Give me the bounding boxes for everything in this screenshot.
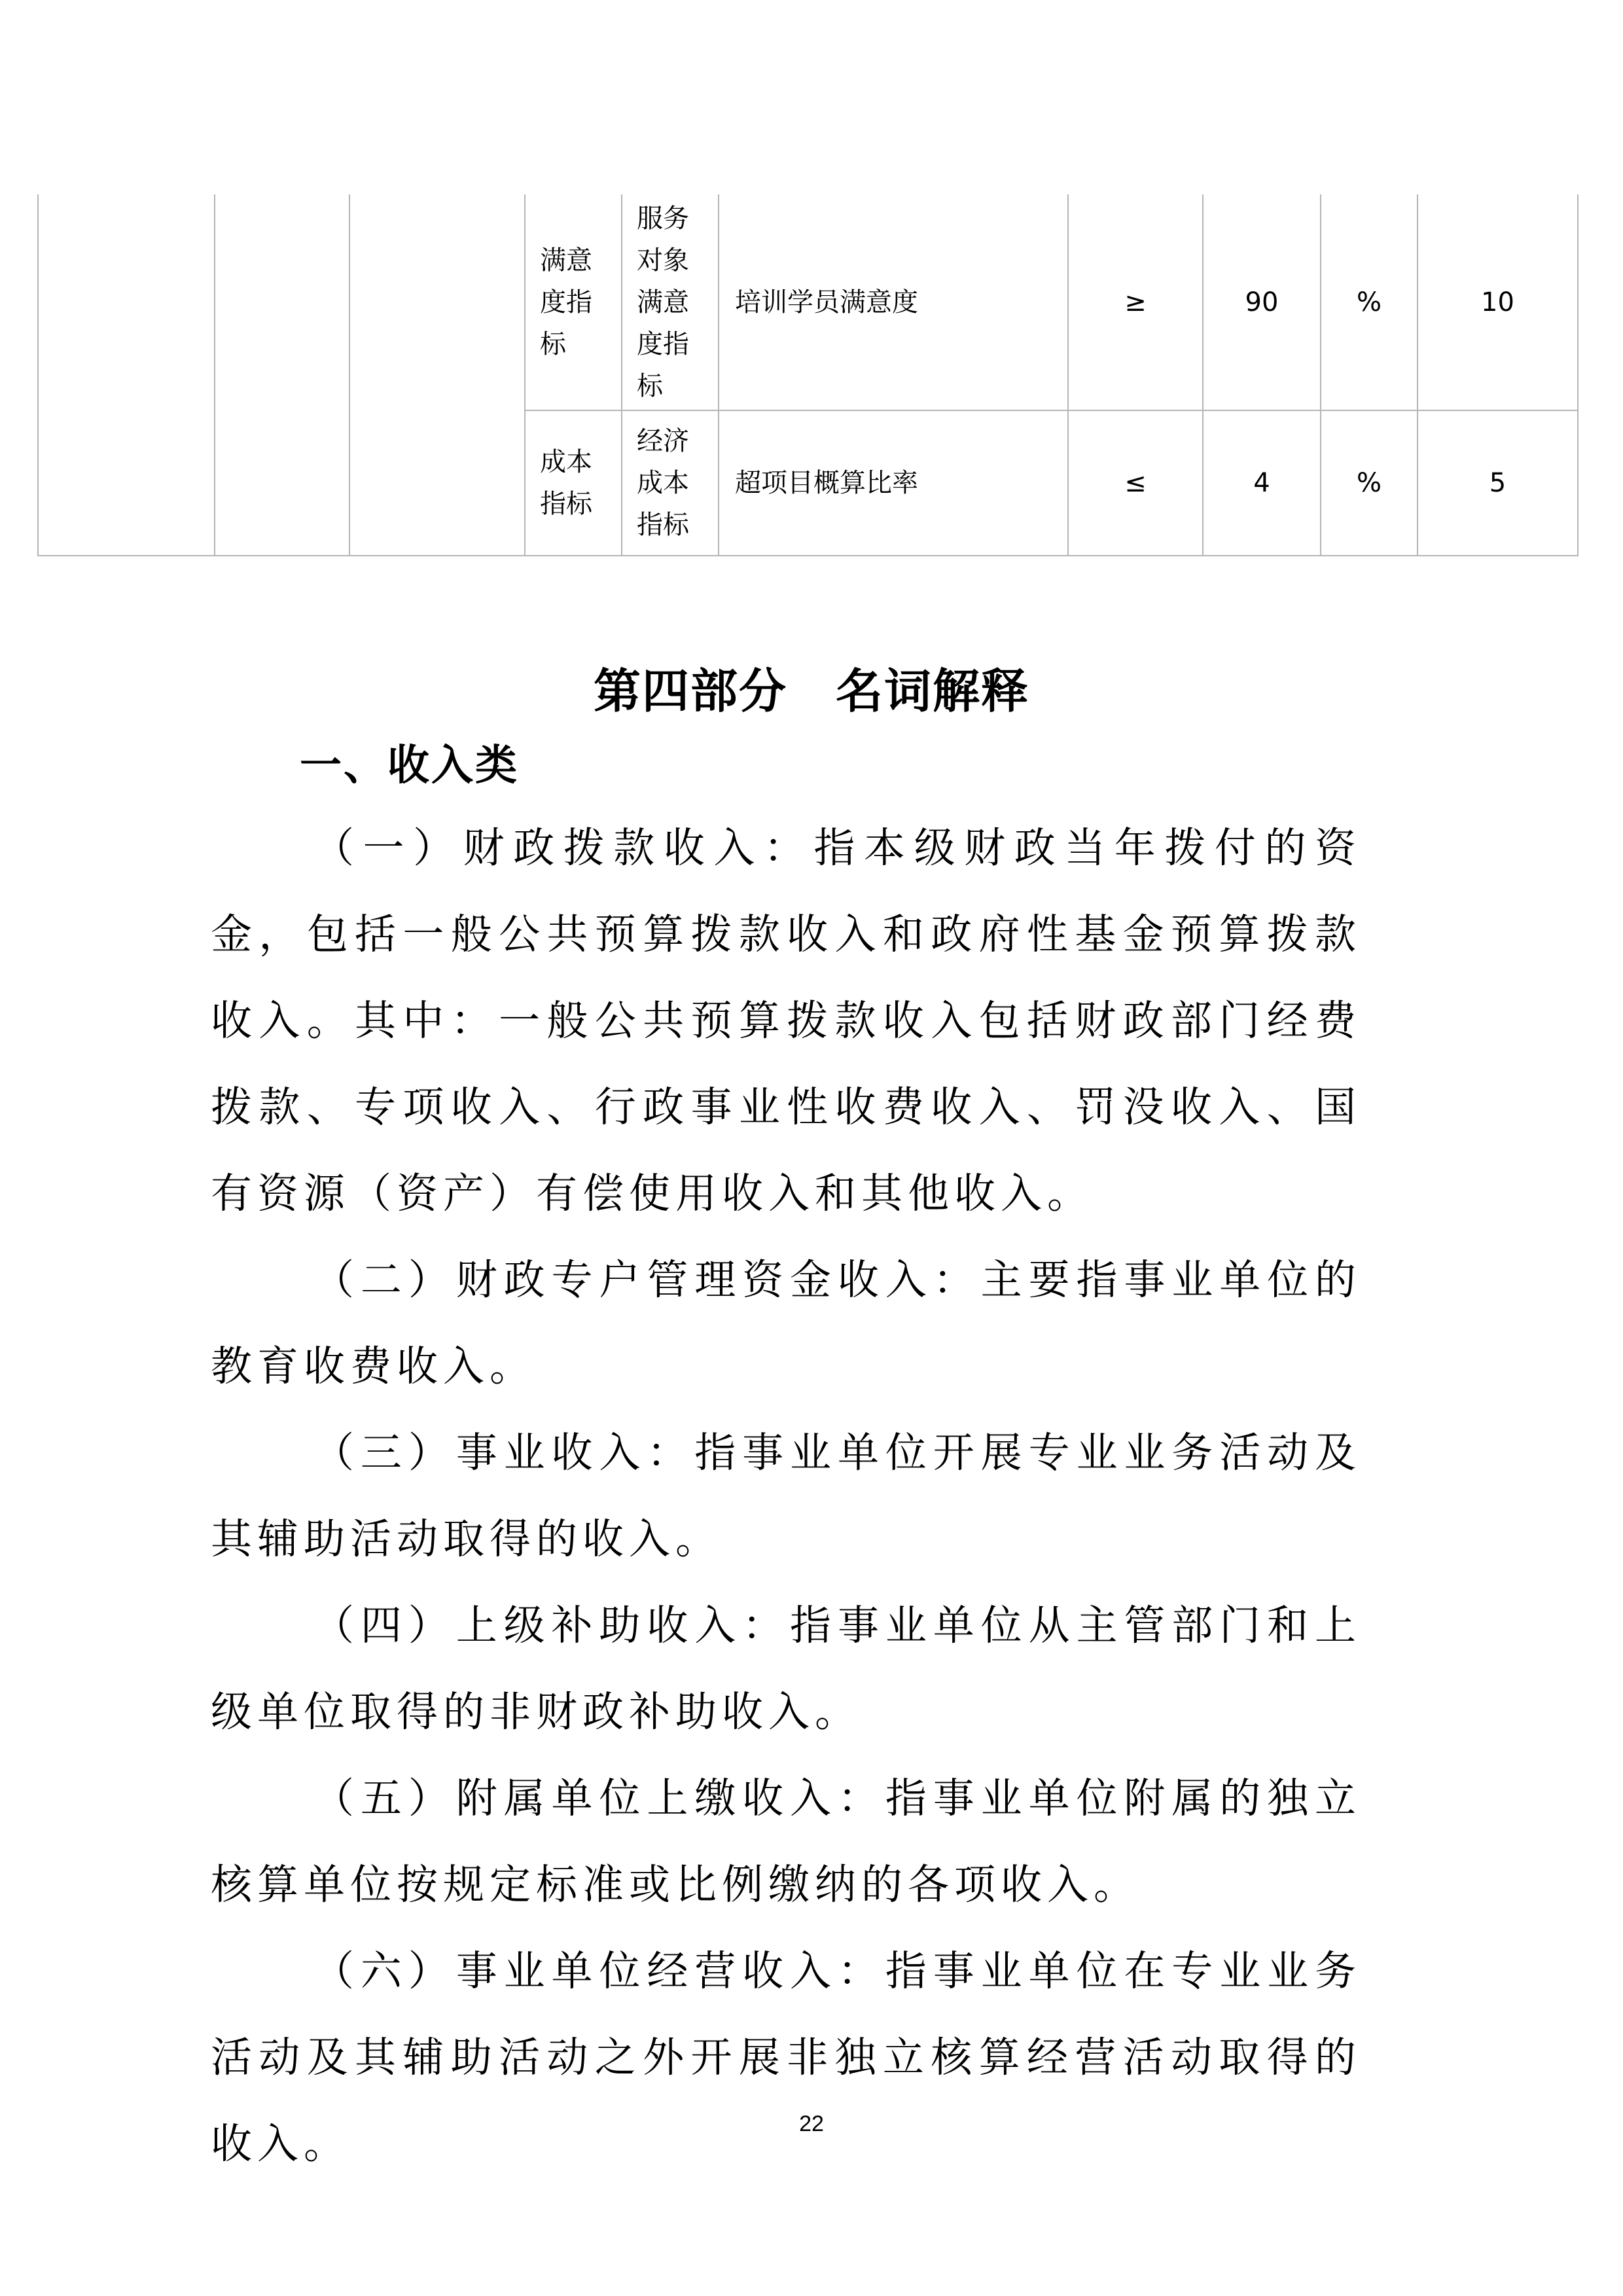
table-cell-empty — [38, 194, 215, 556]
target-value-cell: 90 — [1203, 194, 1321, 410]
operator-cell: ≥ — [1068, 194, 1203, 410]
unit-cell: % — [1321, 410, 1418, 556]
level3-indicator-cell: 经济 成本 指标 — [622, 410, 719, 556]
paragraph: （六）事业单位经营收入：指事业单位在专业业务活动及其辅助活动之外开展非独立核算经营活动取得的收入。 — [211, 1947, 1361, 2168]
target-value-cell: 4 — [1203, 410, 1321, 556]
operator-cell: ≤ — [1068, 410, 1203, 556]
paragraph: （五）附属单位上缴收入：指事业单位附属的独立核算单位按规定标准或比例缴纳的各项收入。 — [211, 1774, 1361, 1909]
paragraph: （三）事业收入：指事业单位开展专业业务活动及其辅助活动取得的收入。 — [211, 1429, 1361, 1563]
section-heading: 一、收入类 — [300, 742, 519, 790]
level3-indicator-cell: 服务 对象 满意 度指 标 — [622, 194, 719, 410]
level2-indicator-cell: 满意 度指 标 — [525, 194, 622, 410]
table-row — [38, 194, 1578, 410]
indicator-name-cell: 培训学员满意度 — [719, 194, 1068, 410]
score-cell: 5 — [1418, 410, 1578, 556]
indicator-name-cell: 超项目概算比率 — [719, 410, 1068, 556]
part-heading: 第四部分 名词解释 — [593, 664, 1029, 719]
paragraph: （二）财政专户管理资金收入：主要指事业单位的教育收费收入。 — [211, 1256, 1361, 1390]
level2-indicator-cell: 成本 指标 — [525, 410, 622, 556]
page-number: 22 — [799, 2111, 824, 2136]
score-cell: 10 — [1418, 194, 1578, 410]
table-cell-empty — [349, 194, 525, 556]
paragraph: （一）财政拨款收入：指本级财政当年拨付的资金，包括一般公共预算拨款收入和政府性基金预算拨款收入。其中：一般公共预算拨款收入包括财政部门经费拨款、专项收入、行政事业性收费收入、罚没收入、国有资源（资产）有偿使用收入和其他收入。 — [211, 824, 1361, 1217]
paragraph: （四）上级补助收入：指事业单位从主管部门和上级单位取得的非财政补助收入。 — [211, 1602, 1361, 1736]
performance-indicator-table — [37, 194, 1578, 556]
body-text — [211, 805, 1361, 2187]
unit-cell: % — [1321, 194, 1418, 410]
table-cell-empty — [215, 194, 349, 556]
